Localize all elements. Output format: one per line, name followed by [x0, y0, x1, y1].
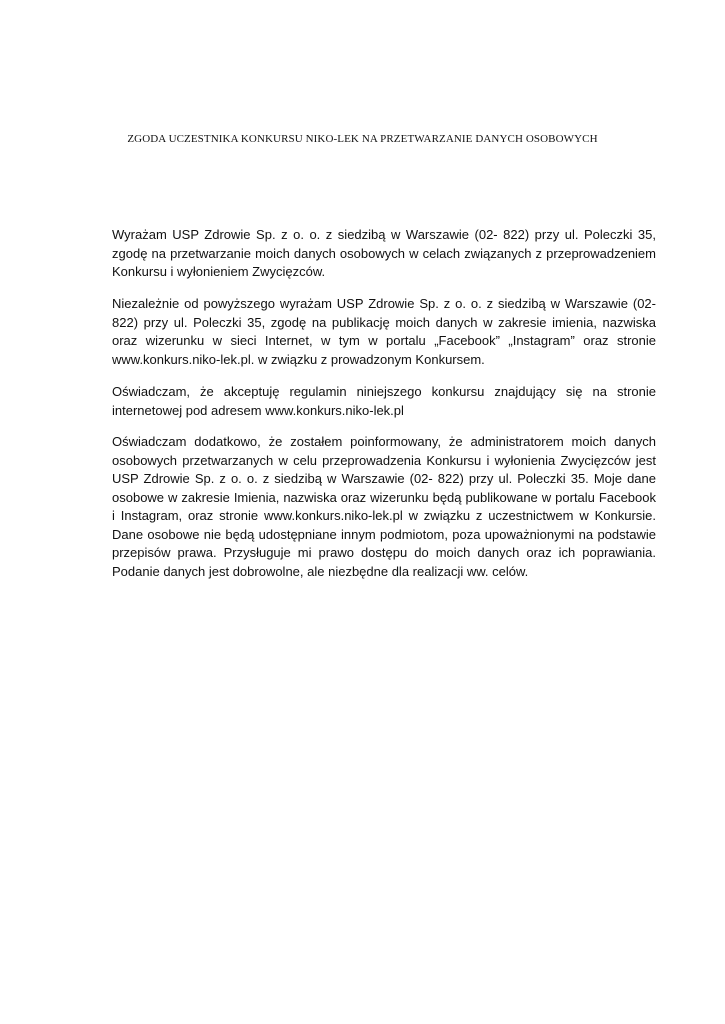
- consent-paragraph-information-clause: Oświadczam dodatkowo, że zostałem poinformowany, że administratorem moich danych osobowych przetwarzanych w celu przeprowadzenia Konkursu i wyłonienia Zwycięzców jest USP Zdrowie Sp. z o. o. z siedzibą w Warszawie (02- 822) przy ul. Poleczki 35. Moje dane osobowe w zakresie Imienia, nazwiska oraz wizerunku będą publikowane w portalu Facebook i Instagram, oraz stronie www.konkurs.niko-lek.pl w związku z uczestnictwem w Konkursie. Dane osobowe nie będą udostępniane innym podmiotom, poza upoważnionymi na podstawie przepisów prawa. Przysługuje mi prawo dostępu do moich danych oraz ich poprawiania. Podanie danych jest dobrowolne, ale niezbędne dla realizacji ww. celów.: [112, 434, 656, 579]
- consent-paragraph-processing: Wyrażam USP Zdrowie Sp. z o. o. z siedzibą w Warszawie (02- 822) przy ul. Poleczki 35, zgodę na przetwarzanie moich danych osobowych w celach związanych z przeprowadzeniem Konkursu i wyłonieniem Zwycięzców.: [112, 227, 656, 279]
- document-title: ZGODA UCZESTNIKA KONKURSU NIKO-LEK NA PRZETWARZANIE DANYCH OSOBOWYCH: [127, 133, 598, 145]
- consent-paragraph-publication: Niezależnie od powyższego wyrażam USP Zdrowie Sp. z o. o. z siedzibą w Warszawie (02-822) przy ul. Poleczki 35, zgodę na publikację moich danych w zakresie imienia, nazwiska oraz wizerunku w sieci Internet, w tym w portalu „Facebook” „Instagram” oraz stronie www.konkurs.niko-lek.pl. w związku z prowadzonym Konkursem.: [112, 296, 656, 367]
- consent-paragraph-regulations: Oświadczam, że akceptuję regulamin niniejszego konkursu znajdujący się na stronie internetowej pod adresem www.konkurs.niko-lek.pl: [112, 384, 656, 418]
